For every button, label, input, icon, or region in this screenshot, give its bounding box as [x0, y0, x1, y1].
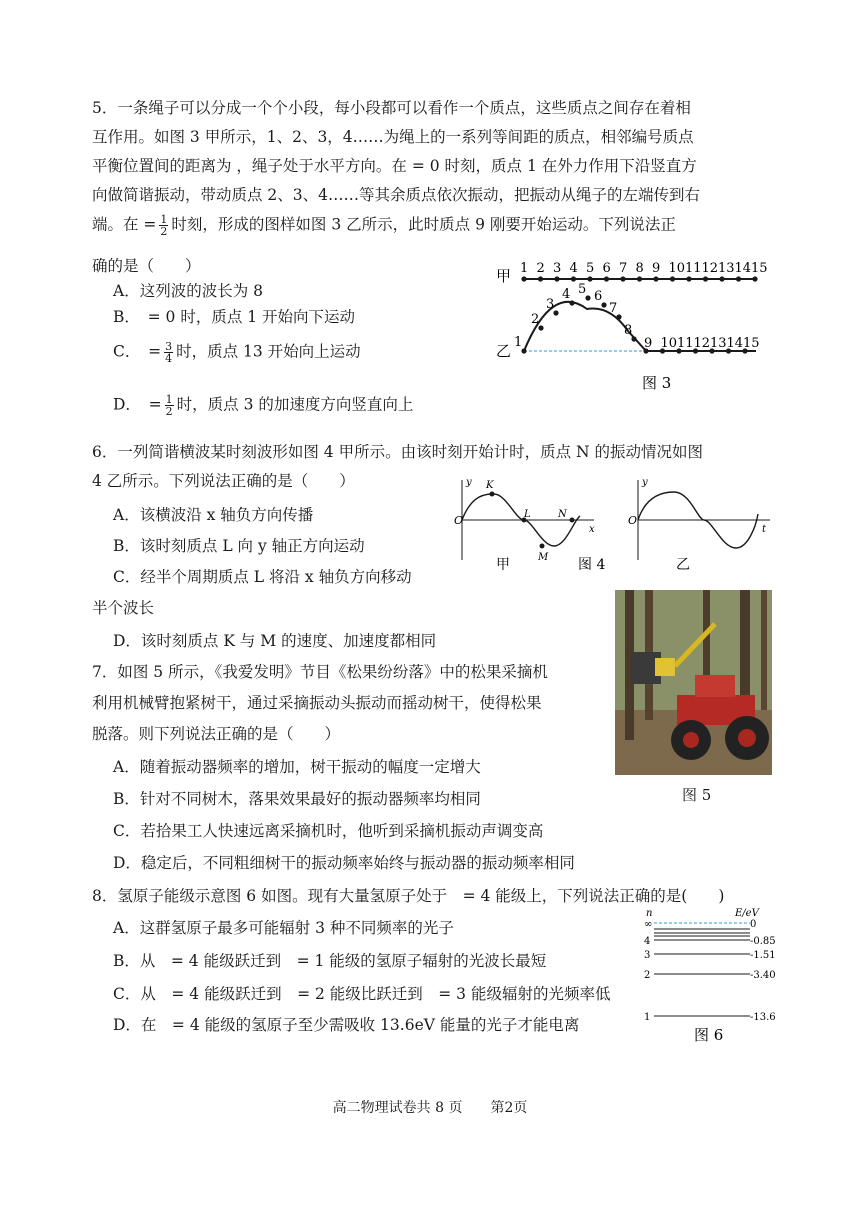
fig3-top-dots — [521, 276, 757, 281]
rope-point-label: 4 — [569, 261, 578, 276]
fig3-yi-label: 乙 — [496, 342, 512, 360]
rope-point-label: 3 — [553, 261, 562, 276]
rope-point-label: 14 — [734, 261, 752, 276]
rope-point-label: 10 — [668, 261, 686, 276]
energy-level-n: 3 — [644, 950, 651, 961]
q7-line2: 利用机械臂抱紧树干，通过采摘振动头振动而摇动树干，使得松果 — [92, 694, 542, 712]
energy-level-value: -13.6 — [750, 1012, 776, 1023]
rope-point-label: 12 — [693, 336, 711, 351]
q8-option-b: B．从 = 4 能级跃迁到 = 1 能级的氢原子辐射的光波长最短 — [113, 952, 547, 970]
svg-text:y: y — [466, 477, 472, 488]
svg-text:y: y — [642, 477, 648, 488]
q7-line1: 7．如图 5 所示，《我爱发明》节目《松果纷纷落》中的松果采摘机 — [92, 663, 548, 681]
q5-option-a: A．这列波的波长为 8 — [113, 282, 263, 300]
q6-option-c: C．经半个周期质点 L 将沿 x 轴负方向移动 — [113, 568, 412, 586]
figure-3 — [492, 255, 768, 395]
q6-option-b: B．该时刻质点 L 向 y 轴正方向运动 — [113, 537, 365, 555]
energy-level-n: ∞ — [644, 919, 653, 930]
rope-point — [736, 276, 741, 281]
svg-text:乙: 乙 — [676, 557, 690, 573]
energy-level-value: -1.51 — [750, 950, 776, 961]
q5-line2: 互作用。如图 3 甲所示，1、2、3，4……为绳上的一系列等间距的质点，相邻编号质点 — [92, 128, 694, 146]
rope-point — [637, 276, 642, 281]
fraction: $\frac{1}{2}$ — [160, 213, 168, 238]
rope-point-label: 14 — [726, 336, 744, 351]
energy-level-value: -0.85 — [750, 936, 776, 947]
energy-level-n: 2 — [644, 970, 651, 981]
q8-option-a: A．这群氢原子最多可能辐射 3 种不同频率的光子 — [113, 919, 454, 937]
rope-point — [670, 276, 675, 281]
pine-harvester-photo — [615, 590, 772, 775]
svg-text:O: O — [628, 514, 638, 527]
rope-point-label: 12 — [701, 261, 719, 276]
q5-line1: 5．一条绳子可以分成一个个小段，每小段都可以看作一个质点，这些质点之间存在着相 — [92, 99, 691, 117]
rope-point-label: 2 — [536, 261, 545, 276]
q5-line6: 确的是（ ） — [92, 257, 201, 275]
rope-point-label: 13 — [718, 261, 735, 276]
q5-line3: 平衡位置间的距离为 ，绳子处于水平方向。在 = 0 时刻，质点 1 在外力作用下沿竖直方 — [92, 157, 697, 175]
rope-point — [752, 276, 757, 281]
q6-line1: 6．一列简谐横波某时刻波形如图 4 甲所示。由该时刻开始计时，质点 N 的振动情况如图 — [92, 443, 703, 461]
energy-levels — [644, 919, 776, 1023]
wave-point-label: 4 — [562, 287, 571, 302]
svg-text:K: K — [486, 480, 494, 491]
rope-point-label: 7 — [619, 261, 628, 276]
rope-point — [686, 276, 691, 281]
rope-point — [703, 276, 708, 281]
svg-text:t: t — [762, 524, 767, 535]
rope-point-label: 5 — [586, 261, 595, 276]
svg-text:E/eV: E/eV — [735, 908, 759, 919]
wave-point-label: 3 — [546, 297, 555, 312]
energy-level-n: 1 — [644, 1012, 651, 1023]
footer: 高二物理试卷共 8 页 第2页 — [332, 1100, 528, 1116]
energy-level-value: 0 — [750, 919, 757, 930]
q5-line5: 端。在 = $\frac{1}{2}$ 时刻，形成的图样如图 3 乙所示，此时质点 9 刚要开始运动。下列说法正 — [92, 213, 676, 238]
svg-text:M: M — [538, 552, 549, 563]
fig3-jia-label: 甲 — [496, 267, 512, 285]
q7-option-b: B．针对不同树木，落果效果最好的振动器频率均相同 — [113, 790, 481, 808]
svg-text:n: n — [646, 908, 653, 919]
svg-text:x: x — [589, 524, 595, 535]
rope-point — [554, 276, 559, 281]
figure-6 — [632, 904, 782, 1046]
rope-point — [653, 276, 658, 281]
q8-option-c: C．从 = 4 能级跃迁到 = 2 能级比跃迁到 = 3 能级辐射的光频率低 — [113, 985, 611, 1003]
q6-option-a: A．该横波沿 x 轴负方向传播 — [113, 506, 314, 524]
fig3-top-labels — [520, 261, 768, 276]
svg-text:图 4: 图 4 — [578, 557, 606, 573]
q6-option-c-cont: 半个波长 — [92, 599, 155, 617]
q5-option-c: C． = $\frac{3}{4}$ 时，质点 13 开始向上运动 — [113, 340, 361, 365]
rope-point — [571, 276, 576, 281]
rope-point — [521, 276, 526, 281]
svg-text:O: O — [454, 514, 464, 527]
q8-line1: 8．氢原子能级示意图 6 如图。现有大量氢原子处于 = 4 能级上，下列说法正确的是( ) — [92, 887, 725, 905]
svg-text:N: N — [558, 509, 567, 520]
wave-point-label: 6 — [594, 289, 603, 304]
rope-point — [587, 276, 592, 281]
rope-point-label: 11 — [677, 336, 694, 351]
q7-option-d: D．稳定后，不同粗细树干的振动频率始终与振动器的振动频率相同 — [113, 854, 575, 872]
rope-point-label: 6 — [602, 261, 611, 276]
svg-text:甲: 甲 — [496, 557, 510, 573]
q6-line2: 4 乙所示。下列说法正确的是（ ） — [92, 472, 355, 490]
wave-point-label: 5 — [578, 282, 587, 297]
q7-option-a: A．随着振动器频率的增加，树干振动的幅度一定增大 — [113, 758, 481, 776]
wave-point-label: 2 — [531, 312, 540, 327]
q6-option-d: D．该时刻质点 K 与 M 的速度、加速度都相同 — [113, 632, 437, 650]
rope-point — [538, 276, 543, 281]
q5-option-d: D． = $\frac{1}{2}$ 时，质点 3 的加速度方向竖直向上 — [113, 393, 414, 418]
rope-point-label: 15 — [751, 261, 768, 276]
rope-point-label: 9 — [652, 261, 661, 276]
fig3-caption: 图 3 — [642, 374, 672, 392]
q5-option-b: B． = 0 时，质点 1 开始向下运动 — [113, 308, 356, 326]
q7-line3: 脱落。则下列说法正确的是（ ） — [92, 725, 341, 743]
rope-point — [604, 276, 609, 281]
rope-point-label: 10 — [660, 336, 678, 351]
figure-4 — [446, 474, 776, 579]
svg-text:图 6: 图 6 — [694, 1026, 724, 1044]
energy-level-n: 4 — [644, 936, 651, 947]
rope-point-label: 13 — [710, 336, 727, 351]
rope-point — [719, 276, 724, 281]
rope-point-label: 11 — [685, 261, 702, 276]
q5-line4: 向做简谐振动，带动质点 2、3、4……等其余质点依次振动，把振动从绳子的左端传到右 — [92, 186, 701, 204]
q8-option-d: D．在 = 4 能级的氢原子至少需吸收 13.6eV 能量的光子才能电离 — [113, 1016, 580, 1034]
q7-option-c: C．若拾果工人快速远离采摘机时，他听到采摘机振动声调变高 — [113, 822, 544, 840]
energy-level-value: -3.40 — [750, 970, 776, 981]
rope-point — [620, 276, 625, 281]
wave-point-label: 8 — [624, 323, 633, 338]
wave-point-label: 7 — [609, 301, 618, 316]
fig5-caption: 图 5 — [682, 786, 712, 804]
rope-point-label: 9 — [644, 336, 653, 351]
rope-point-label: 1 — [520, 261, 529, 276]
svg-text:L: L — [524, 509, 531, 520]
wave-point-label: 1 — [514, 335, 523, 350]
rope-point-label: 15 — [743, 336, 760, 351]
rope-point-label: 8 — [635, 261, 644, 276]
